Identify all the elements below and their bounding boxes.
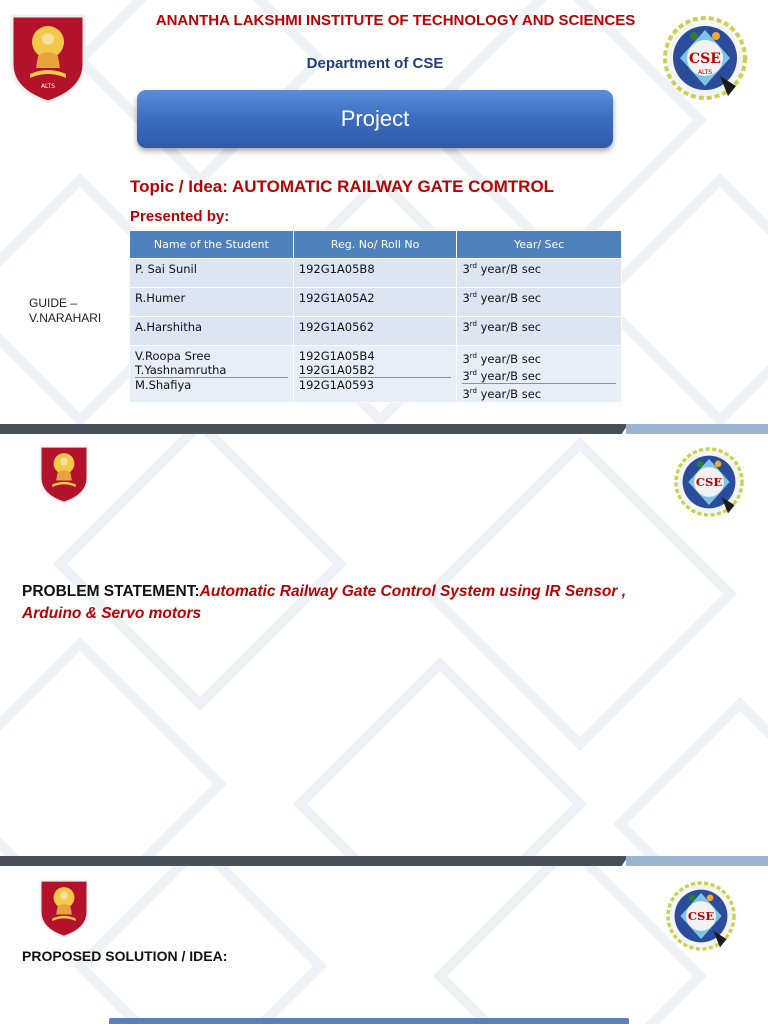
student-name: P. Sai Sunil — [130, 259, 294, 288]
student-name: A.Harshitha — [130, 317, 294, 346]
svg-text:ALTS: ALTS — [40, 83, 56, 90]
guide-title: GUIDE – — [29, 296, 78, 310]
divider-light-bar — [626, 424, 768, 434]
guide-name: V.NARAHARI — [29, 311, 102, 325]
slide-problem-statement — [0, 424, 768, 856]
diamond-background-pattern — [0, 856, 768, 1024]
student-names-stack — [130, 346, 294, 403]
topic-heading: Topic / Idea: AUTOMATIC RAILWAY GATE COMTROL — [130, 177, 555, 196]
student-name: T.Yashnamrutha — [135, 363, 288, 378]
students-table — [129, 230, 622, 403]
cse-seal-logo — [670, 444, 748, 520]
department-title: Department of CSE — [306, 55, 444, 72]
table-row — [130, 317, 622, 346]
student-reg-no: 192G1A0562 — [293, 317, 457, 346]
cse-seal-logo — [662, 12, 748, 104]
student-reg-no: 192G1A05B8 — [293, 259, 457, 288]
student-name: V.Roopa Sree — [135, 349, 211, 363]
student-year-sec: 3rd year/B sec — [462, 366, 616, 384]
content-box-edge — [109, 1018, 629, 1024]
student-name: R.Humer — [130, 288, 294, 317]
student-year-sec: 3rd year/B sec — [457, 288, 622, 317]
problem-statement-text: Automatic Railway Gate Control System using IR Sensor , Arduino & Servo motors — [22, 583, 627, 622]
institute-shield-logo — [8, 12, 88, 104]
divider-light-bar — [626, 856, 768, 866]
problem-statement — [22, 581, 662, 625]
presented-by-label: Presented by: — [130, 208, 230, 225]
table-row — [130, 259, 622, 288]
student-year-sec: 3rd year/B sec — [457, 317, 622, 346]
student-year-sec: 3rd year/B sec — [462, 351, 542, 366]
diamond-background-pattern — [0, 424, 768, 856]
column-header-reg: Reg. No/ Roll No — [293, 231, 457, 259]
slide-title — [0, 0, 768, 424]
svg-text:ALTS: ALTS — [697, 69, 713, 76]
problem-statement-label: PROBLEM STATEMENT: — [22, 583, 200, 600]
divider-dark-bar — [0, 424, 628, 434]
institute-title: ANANTHA LAKSHMI INSTITUTE OF TECHNOLOGY AND SCIENCES — [155, 12, 636, 29]
student-year-sec: 3rd year/B sec — [462, 386, 542, 401]
table-row-stacked — [130, 346, 622, 403]
column-header-name: Name of the Student — [130, 231, 294, 259]
student-reg-no: 192G1A05A2 — [293, 288, 457, 317]
column-header-year: Year/ Sec — [457, 231, 622, 259]
student-name: M.Shafiya — [135, 378, 192, 392]
project-banner: Project — [137, 90, 613, 148]
student-reg-no: 192G1A05B4 — [298, 349, 375, 363]
guide-label — [29, 296, 101, 326]
table-row — [130, 288, 622, 317]
svg-text:CSE: CSE — [689, 51, 721, 67]
proposed-solution-heading: PROPOSED SOLUTION / IDEA: — [22, 948, 228, 964]
institute-shield-logo — [36, 444, 92, 504]
table-header-row — [130, 231, 622, 259]
svg-text:CSE: CSE — [687, 909, 715, 924]
cse-seal-logo — [662, 878, 740, 954]
student-year-stack — [457, 346, 622, 403]
slide-divider — [0, 424, 768, 434]
svg-text:CSE: CSE — [695, 475, 723, 490]
slide-proposed-solution — [0, 856, 768, 1024]
student-reg-stack — [293, 346, 457, 403]
divider-dark-bar — [0, 856, 628, 866]
slide-divider — [0, 856, 768, 866]
institute-shield-logo — [36, 878, 92, 938]
student-year-sec: 3rd year/B sec — [457, 259, 622, 288]
student-reg-no: 192G1A05B2 — [299, 363, 452, 378]
student-reg-no: 192G1A0593 — [298, 378, 375, 392]
